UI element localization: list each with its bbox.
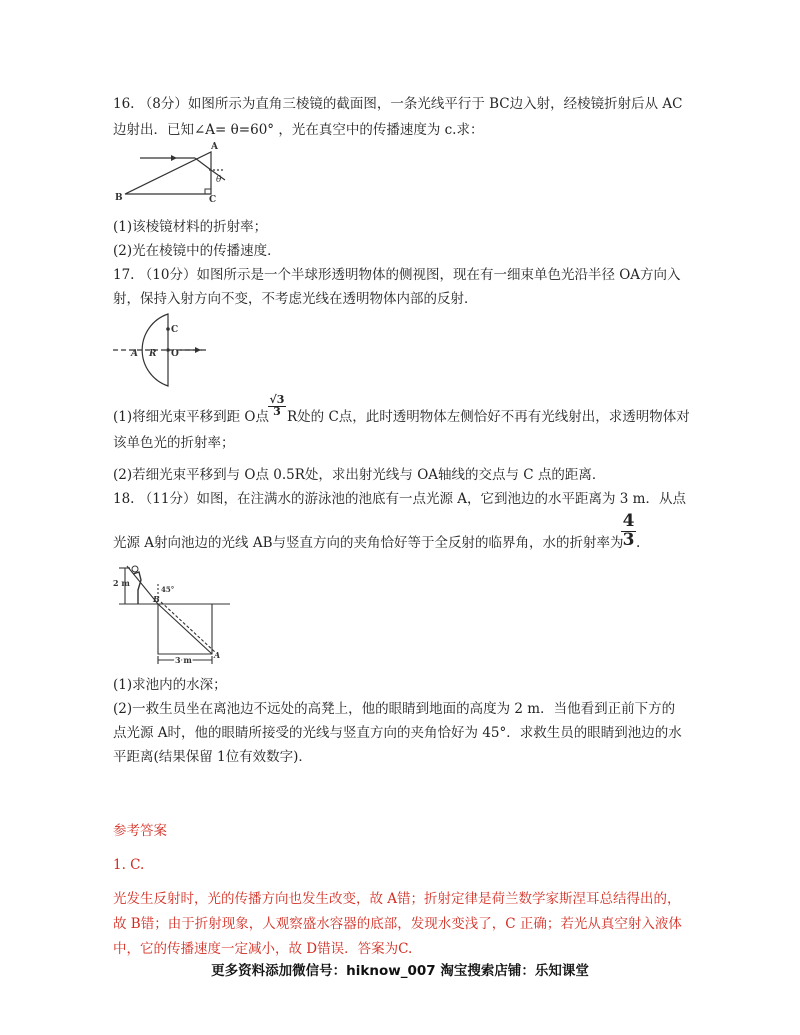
q16-sub2: (2)光在棱镜中的传播速度． xyxy=(113,243,281,259)
answer-1-exp-line1: 光发生反射时，光的传播方向也发生改变，故 A错；折射定律是荷兰数学家斯涅耳总结得出的， xyxy=(113,891,681,907)
answers-heading: 参考答案 xyxy=(113,823,167,839)
q16-line1: 16. （8分）如图所示为直角三棱镜的截面图，一条光线平行于 BC边入射，经棱镜折射后从 AC xyxy=(113,96,683,112)
q17-fraction xyxy=(268,395,286,417)
q18-pool-figure xyxy=(113,562,233,668)
answer-1: 1. C. xyxy=(113,857,145,873)
label-angle: 45° xyxy=(161,585,175,594)
label-a: A xyxy=(214,650,221,660)
answer-1-exp-line3: 中，它的传播速度一定减小，故 D错误．答案为C. xyxy=(113,941,413,957)
label-b: B xyxy=(115,193,123,202)
answer-1-exp-line2: 故 B错；由于折射现象，人观察盛水容器的底部，发现水变浅了，C 正确；若光从真空射入液体 xyxy=(113,916,682,932)
label-c: C xyxy=(171,325,179,335)
q18-sub1: (1)求池内的水深； xyxy=(113,677,227,693)
q16-line2: 边射出．已知∠A= θ=60° ，光在真空中的传播速度为 c.求： xyxy=(113,122,484,138)
label-height: 2 m xyxy=(113,578,130,588)
q17-line2: 射，保持入射方向不变，不考虑光线在透明物体内部的反射． xyxy=(113,291,478,307)
q18-fraction xyxy=(621,513,636,548)
q18-sub2b: 点光源 A时，他的眼睛所接受的光线与竖直方向的夹角恰好为 45°．求救生员的眼睛到池边的水 xyxy=(113,725,682,741)
frac-numerator: √3 xyxy=(269,393,285,406)
label-b: B xyxy=(153,594,160,604)
q18-line2b: . xyxy=(636,535,641,551)
frac-denominator: 3 xyxy=(268,406,286,417)
label-a: A xyxy=(211,142,218,152)
label-a: A xyxy=(131,349,138,359)
q17-sub1a: (1)将细光束平移到距 O点 xyxy=(113,409,269,425)
frac-numerator: 4 xyxy=(622,511,635,531)
q18-sub2c: 平距离(结果保留 1位有效数字)． xyxy=(113,749,312,765)
refracted-ray xyxy=(195,158,211,170)
label-c: C xyxy=(209,195,217,202)
lifeguard xyxy=(133,572,141,604)
q18-sub2a: (2)一救生员坐在离池边不远处的高凳上，他的眼睛到地面的高度为 2 m．当他看到正前下方的 xyxy=(113,701,676,717)
frac-denominator: 3 xyxy=(622,530,635,550)
q17-line1: 17. （10分）如图所示是一个半球形透明物体的侧视图，现在有一细束单色光沿半径 OA方向入 xyxy=(113,267,681,283)
label-r: R xyxy=(149,349,157,359)
q17-hemisphere-figure xyxy=(113,310,213,390)
page-footer: 更多资料添加微信号：hiknow_007 淘宝搜索店铺：乐知课堂 xyxy=(211,963,589,979)
q18-line1: 18. （11分）如图，在注满水的游泳池的池底有一点光源 A，它到池边的水平距离为 3 m．从点 xyxy=(113,491,686,507)
q17-sub1c: 该单色光的折射率； xyxy=(113,435,235,451)
q16-sub1: (1)该棱镜材料的折射率； xyxy=(113,219,268,235)
q17-sub1b: R处的 C点，此时透明物体左侧恰好不再有光线射出，求透明物体对 xyxy=(287,409,690,425)
q17-sub2: (2)若细光束平移到与 O点 0.5R处，求出射光线与 OA轴线的交点与 C 点的距离． xyxy=(113,467,606,483)
label-o: O xyxy=(171,349,179,359)
q18-line2a: 光源 A射向池边的光线 AB与竖直方向的夹角恰好等于全反射的临界角，水的折射率为 xyxy=(113,535,624,551)
label-theta: θ xyxy=(216,175,222,185)
q16-prism-figure xyxy=(113,140,228,202)
label-width: 3 m xyxy=(175,655,192,665)
refracted-line xyxy=(158,604,212,654)
